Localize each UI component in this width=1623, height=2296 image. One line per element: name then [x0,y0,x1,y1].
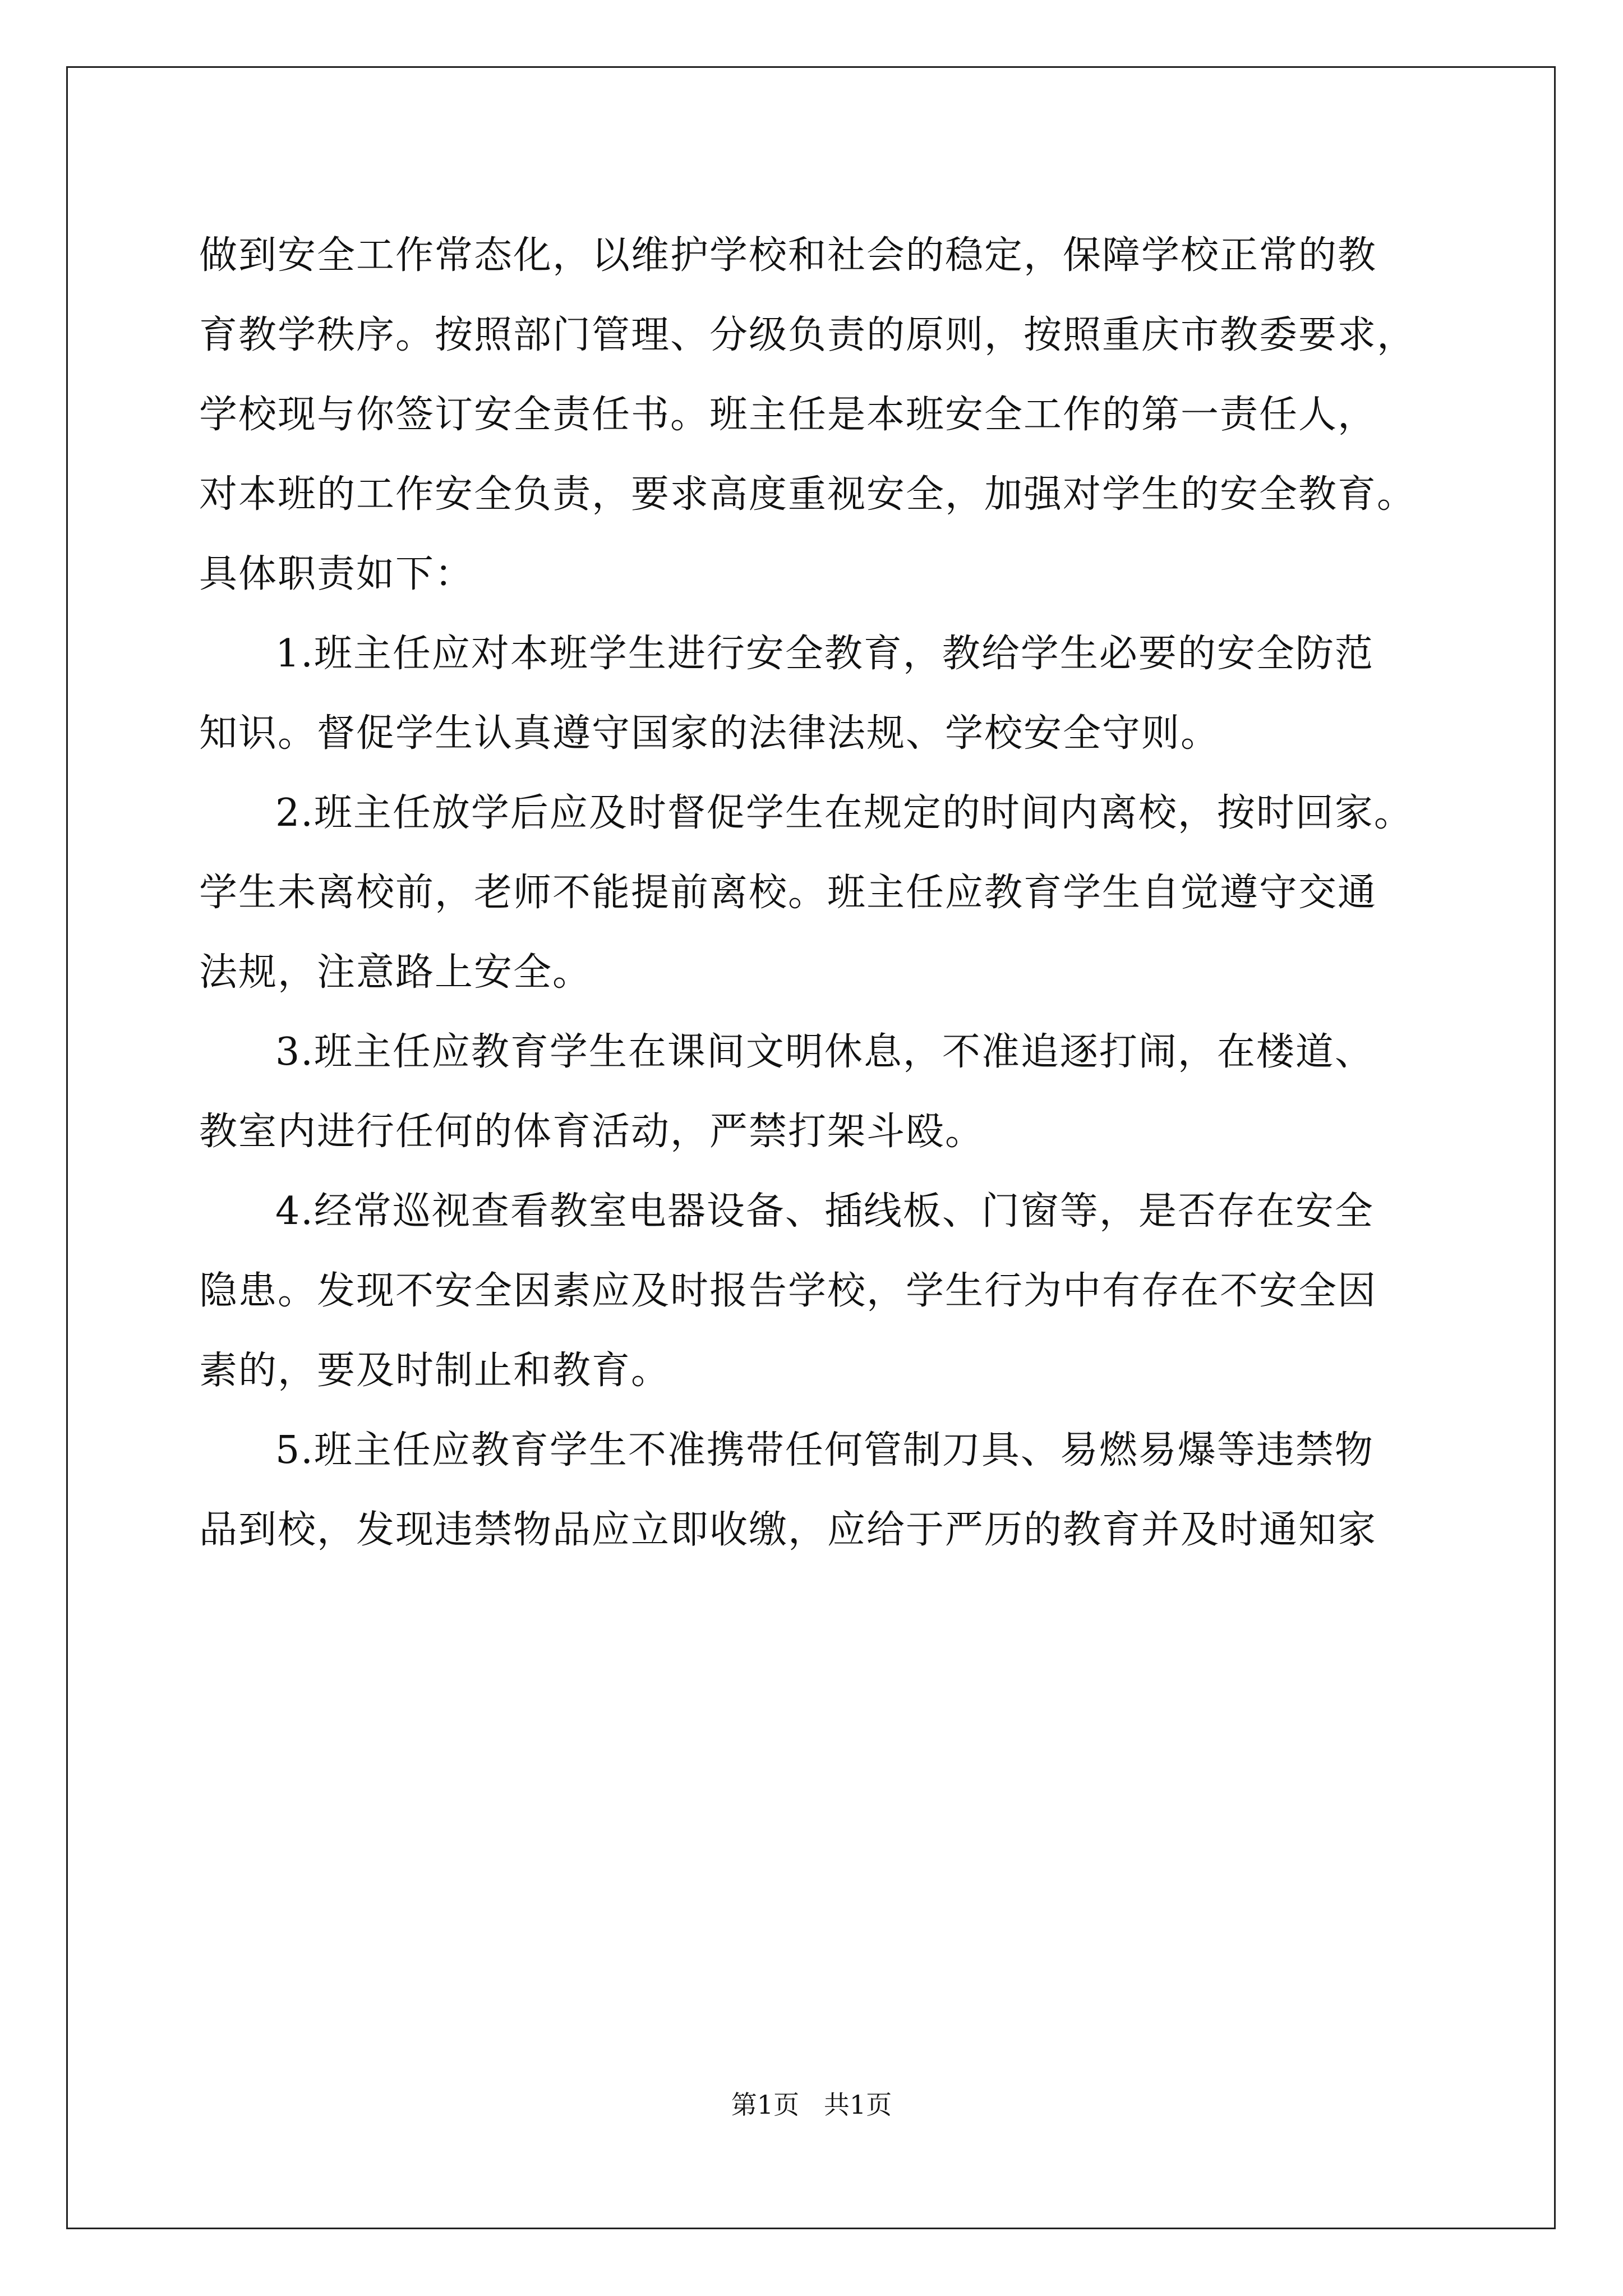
text-line: 素的，要及时制止和教育。 [199,1349,671,1393]
list-item-5-start: 5.班主任应教育学生不准携带任何管制刀具、易燃易爆等违禁物 [275,1428,1374,1473]
list-item-4-start: 4.经常巡视查看教室电器设备、插线板、门窗等，是否存在安全 [275,1189,1374,1234]
text-line: 学生未离校前，老师不能提前离校。班主任应教育学生自觉遵守交通 [199,871,1377,915]
list-item-1-start: 1.班主任应对本班学生进行安全教育，教给学生必要的安全防范 [275,632,1374,676]
text-line: 学校现与你签订安全责任书。班主任是本班安全工作的第一责任人， [199,393,1377,437]
text-line: 法规，注意路上安全。 [199,950,592,995]
text-line: 具体职责如下： [199,552,474,596]
text-line: 知识。督促学生认真遵守国家的法律法规、学校安全守则。 [199,711,1220,756]
document-body [199,216,1424,1570]
page-footer: 第1页 共1页 [731,2090,892,2120]
list-item-2-start: 2.班主任放学后应及时督促学生在规定的时间内离校，按时回家。 [275,791,1413,835]
text-line: 品到校，发现违禁物品应立即收缴，应给于严历的教育并及时通知家 [199,1508,1377,1552]
text-line: 教室内进行任何的体育活动，严禁打架斗殴。 [199,1110,985,1154]
text-line: 做到安全工作常态化，以维护学校和社会的稳定，保障学校正常的教 [199,233,1377,278]
list-item-3-start: 3.班主任应教育学生在课间文明休息，不准追逐打闹，在楼道、 [275,1030,1374,1074]
text-line: 隐患。发现不安全因素应及时报告学校，学生行为中有存在不安全因 [199,1269,1377,1313]
text-line: 育教学秩序。按照部门管理、分级负责的原则，按照重庆市教委要求， [199,313,1417,357]
text-line: 对本班的工作安全负责，要求高度重视安全，加强对学生的安全教育。 [199,472,1417,517]
